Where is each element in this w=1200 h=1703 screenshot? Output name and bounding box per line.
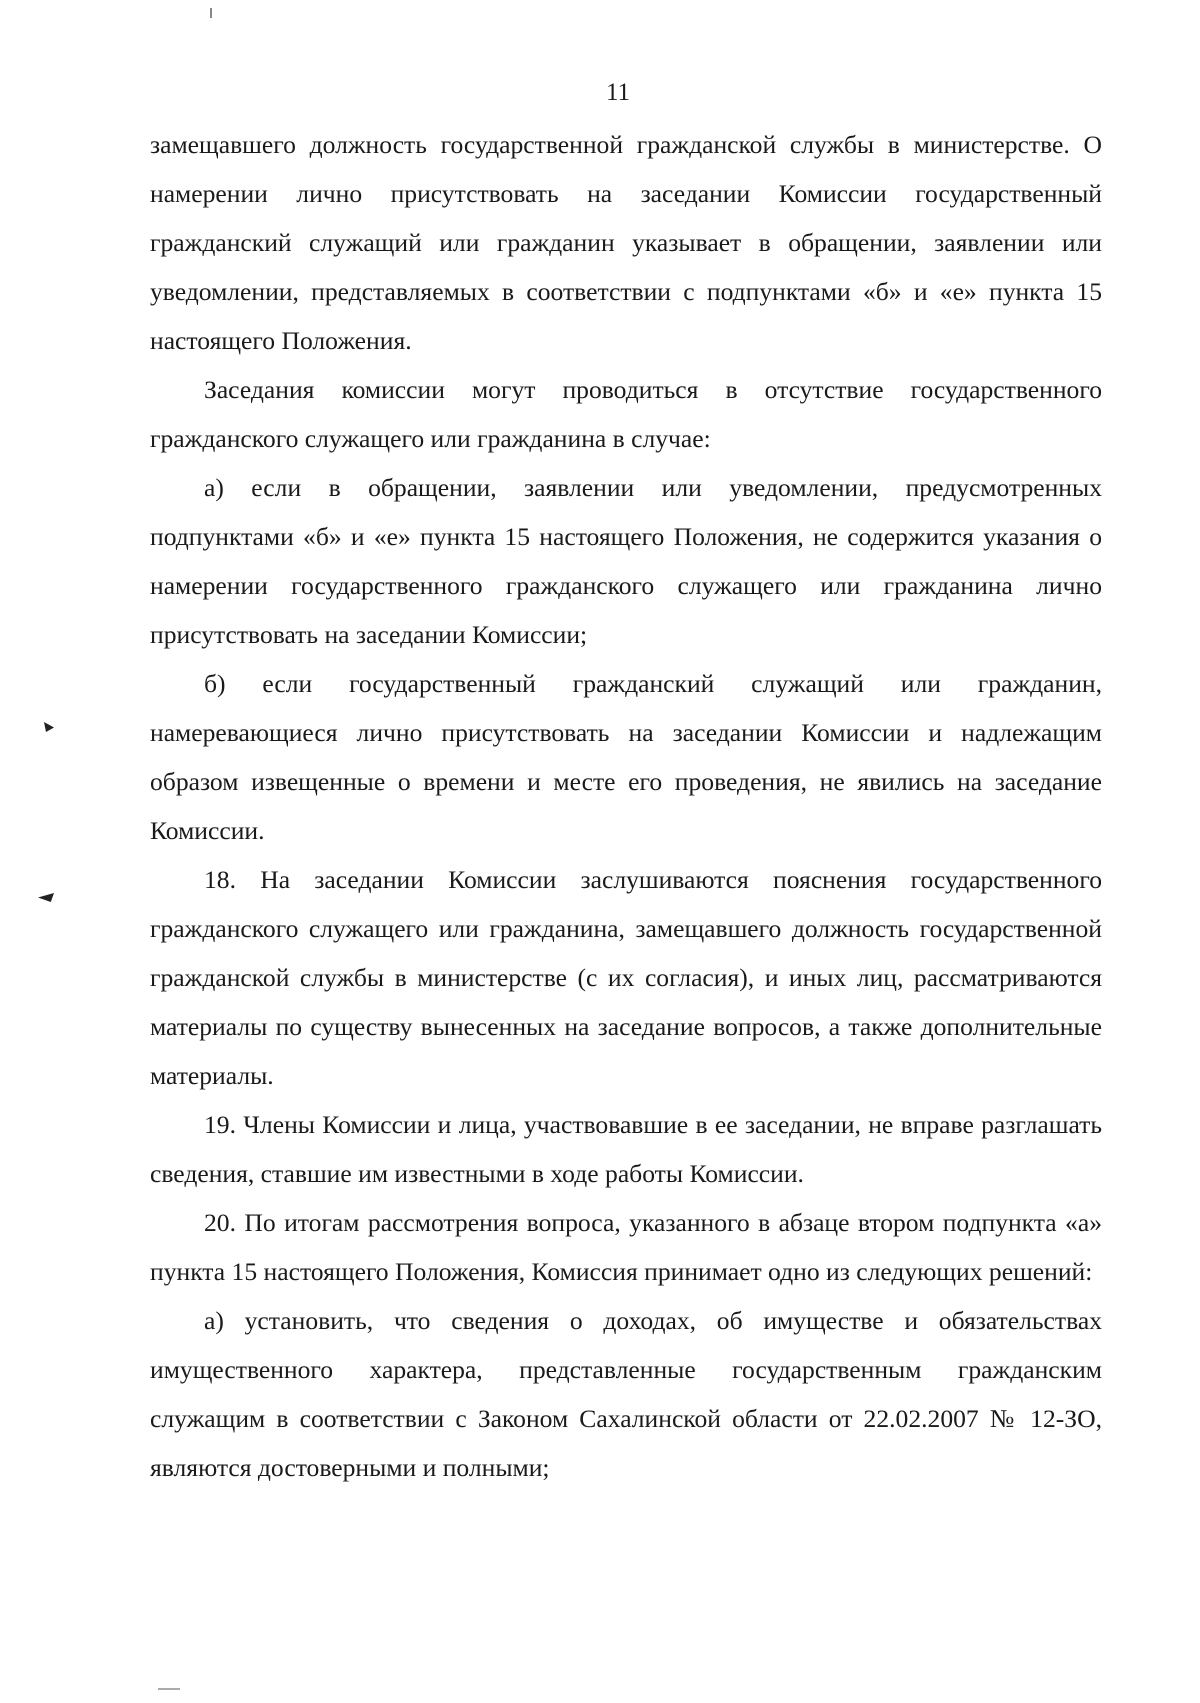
scan-speck-mark [210,8,212,18]
paragraph-absence-conditions: Заседания комиссии могут проводиться в отсутствие государственного гражданского служащего или гражданина в случае: [150,375,1102,453]
page-number: 11 [605,79,631,106]
paragraph-item-19: 19. Члены Комиссии и лица, участвовавшие в ее заседании, не вправе разглашать сведения, ставшие им известными в ходе работы Комиссии. [150,1110,1102,1188]
paragraph-condition-b: б) если государственный гражданский служащий или гражданин, намеревающиеся лично присутствовать на заседании Комиссии и надлежащим образом извещенные о времени и месте его проведения, не явились на заседание Комиссии. [150,669,1102,845]
paragraph-condition-a: а) если в обращении, заявлении или уведомлении, предусмотренных подпунктами «б» и «е» пункта 15 настоящего Положения, не содержится указания о намерении государственного гражданского служащего или гражданина лично присутствовать на заседании Комиссии; [150,473,1102,649]
scan-speck-mark [158,1688,180,1690]
paragraph-item-20: 20. По итогам рассмотрения вопроса, указанного в абзаце втором подпункта «а» пункта 15 настоящего Положения, Комиссия принимает одно из следующих решений: [150,1208,1102,1286]
paragraph-continuation: замещавшего должность государственной гражданской службы в министерстве. О намерении лично присутствовать на заседании Комиссии государственный гражданский служащий или гражданин указывает в обращении, заявлении или уведомлении, представляемых в соответствии с подпунктами «б» и «е» пункта 15 настоящего Положения. [150,130,1102,355]
scan-speck-mark [38,893,54,902]
scan-speck-mark [44,722,54,732]
paragraph-item-18: 18. На заседании Комиссии заслушиваются пояснения государственного гражданского служащего или гражданина, замещавшего должность государственной гражданской службы в министерстве (с их согласия), и иных лиц, рассматриваются материалы по существу вынесенных на заседание вопросов, а также дополнительные материалы. [150,865,1102,1090]
paragraph-decision-a: а) установить, что сведения о доходах, об имуществе и обязательствах имущественного характера, представленные государственным гражданским служащим в соответствии с Законом Сахалинской области от 22.02.2007 № 12-ЗО, являются достоверными и полными; [150,1306,1102,1482]
document-body [150,120,1102,1492]
